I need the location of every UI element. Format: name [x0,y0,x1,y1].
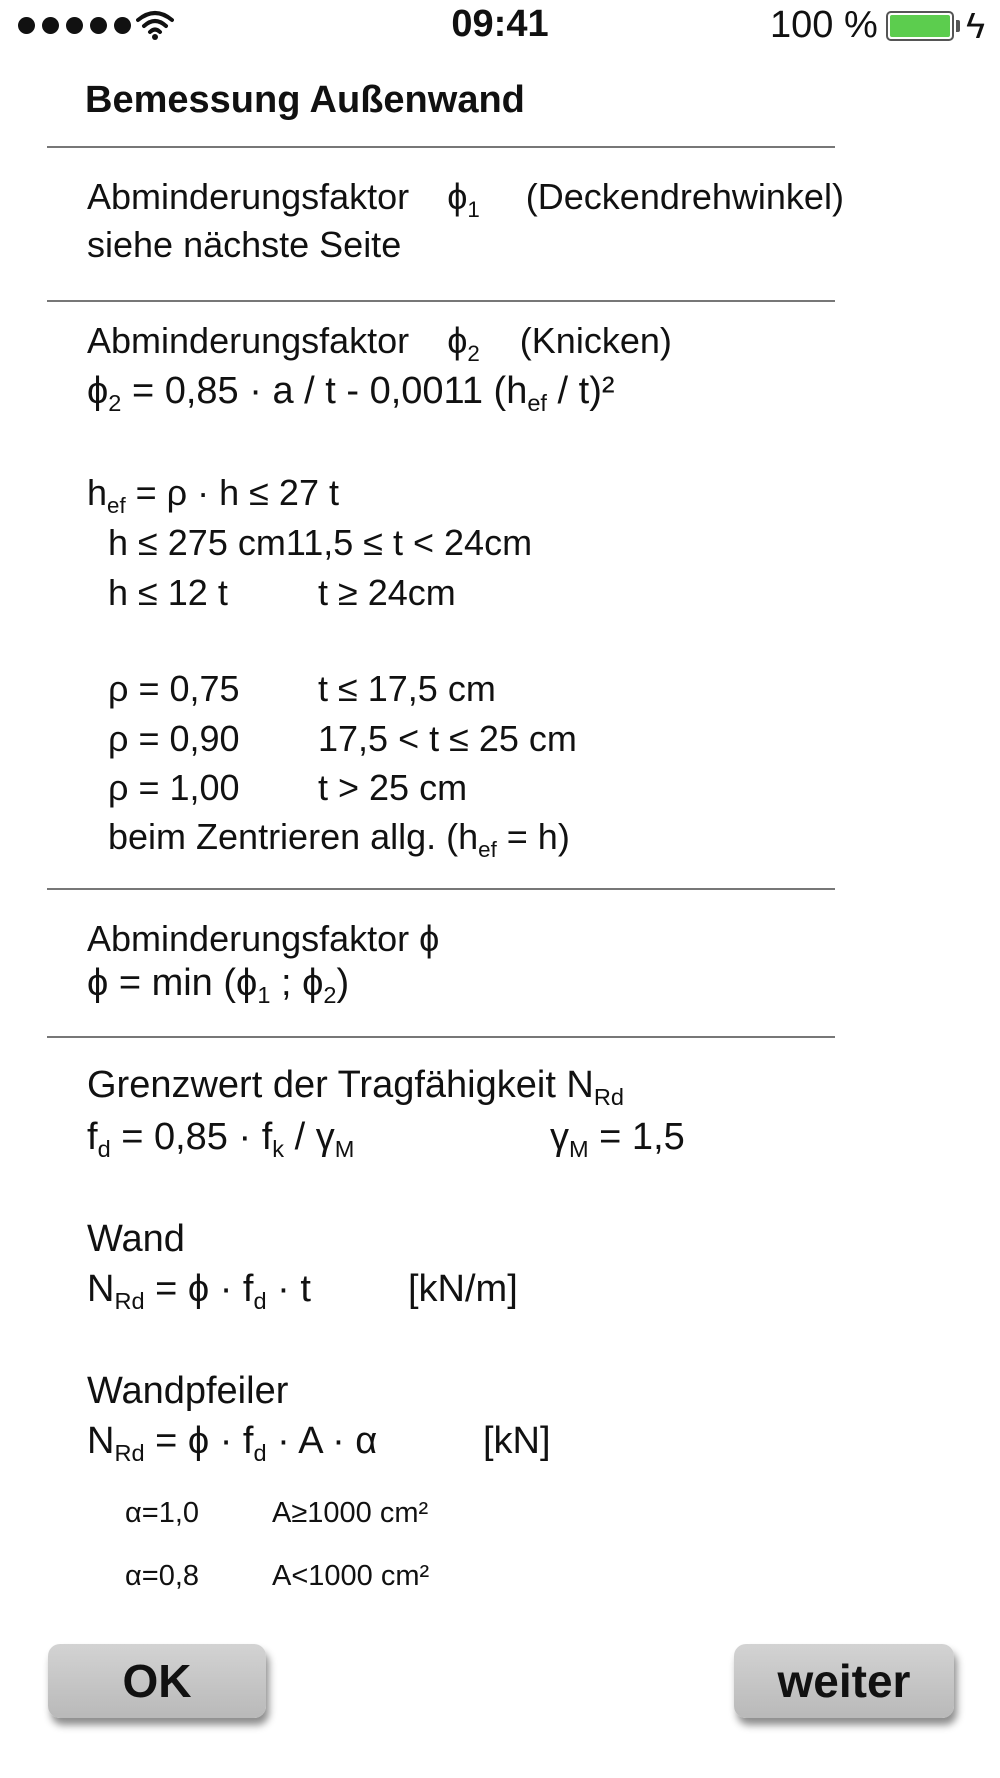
clock: 09:41 [451,3,549,45]
rho-value: ρ = 1,00 [108,767,240,808]
phi2-symbol: $\phi_2$ [447,320,480,366]
wandpfeiler-label: Wandpfeiler [87,1370,289,1412]
rho-condition: t ≤ 17,5 cm [318,668,496,709]
next-button[interactable]: weiter [734,1644,954,1718]
divider [47,146,835,148]
phi1-symbol: $\phi_1$ [447,176,480,222]
battery-tip [956,20,960,32]
rho-value: ρ = 0,75 [108,668,240,709]
thickness-condition-2: t ≥ 24cm [318,572,456,613]
wandpfeiler-unit: [kN] [483,1420,551,1462]
divider [47,1036,835,1038]
height-condition-1: h ≤ 275 cm11,5 ≤ t < 24cm [108,522,533,563]
alpha-condition: A<1000 cm² [272,1560,430,1592]
rho-condition: 17,5 < t ≤ 25 cm [318,718,577,759]
phi-formula: $\phi = \min (\phi_1$ ; $\phi_2$) [87,962,350,1009]
charging-bolt-icon: ϟ [966,5,986,46]
wand-label: Wand [87,1218,185,1260]
battery-percentage: 100 % [770,4,878,46]
divider [47,888,835,890]
fd-formula: $f_d = 0,85 \cdot f_k / \gamma_M$ [87,1116,355,1163]
battery-icon [886,11,954,41]
height-condition-2: h ≤ 12 t [108,572,228,613]
alpha-value: α=1,0 [125,1497,200,1529]
rho-condition: t > 25 cm [318,767,468,808]
phi2-formula: $\phi_2 = 0,85 \cdot a / t - 0,0011$ $(h_{ef} / t)^2$ [87,370,615,417]
phi2-heading: Abminderungsfaktor $\phi_2$ (Knicken) [87,320,672,366]
ok-button[interactable]: OK [48,1644,266,1718]
status-bar [0,0,1000,60]
hef-formula: $h_{ef} = \rho \cdot h \le 27$ t [87,472,339,518]
wand-unit: [kN/m] [408,1268,518,1310]
page-title: Bemessung Außenwand [85,79,525,121]
alpha-condition: A≥1000 cm² [272,1497,429,1529]
wand-formula: $N_{Rd} = \phi \cdot f_d \cdot t$ [87,1268,311,1315]
wandpfeiler-formula: $N_{Rd} = \phi \cdot f_d \cdot A \cdot \alpha$ [87,1420,378,1467]
rho-value: ρ = 0,90 [108,718,240,759]
phi-heading: Abminderungsfaktor ϕ [87,918,440,959]
phi1-heading: Abminderungsfaktor $\phi_1$ (Deckendrehwinkel) [87,176,844,222]
divider [47,300,835,302]
phi1-note: siehe nächste Seite [87,224,402,265]
nrd-heading: Grenzwert der Tragfähigkeit $N_{Rd}$ [87,1064,624,1111]
centering-note: beim Zentrieren allg. $(h_{ef} = h)$ [108,816,570,862]
gamma-m-value: $\gamma_M = 1,5$ [550,1116,685,1163]
alpha-value: α=0,8 [125,1560,200,1592]
